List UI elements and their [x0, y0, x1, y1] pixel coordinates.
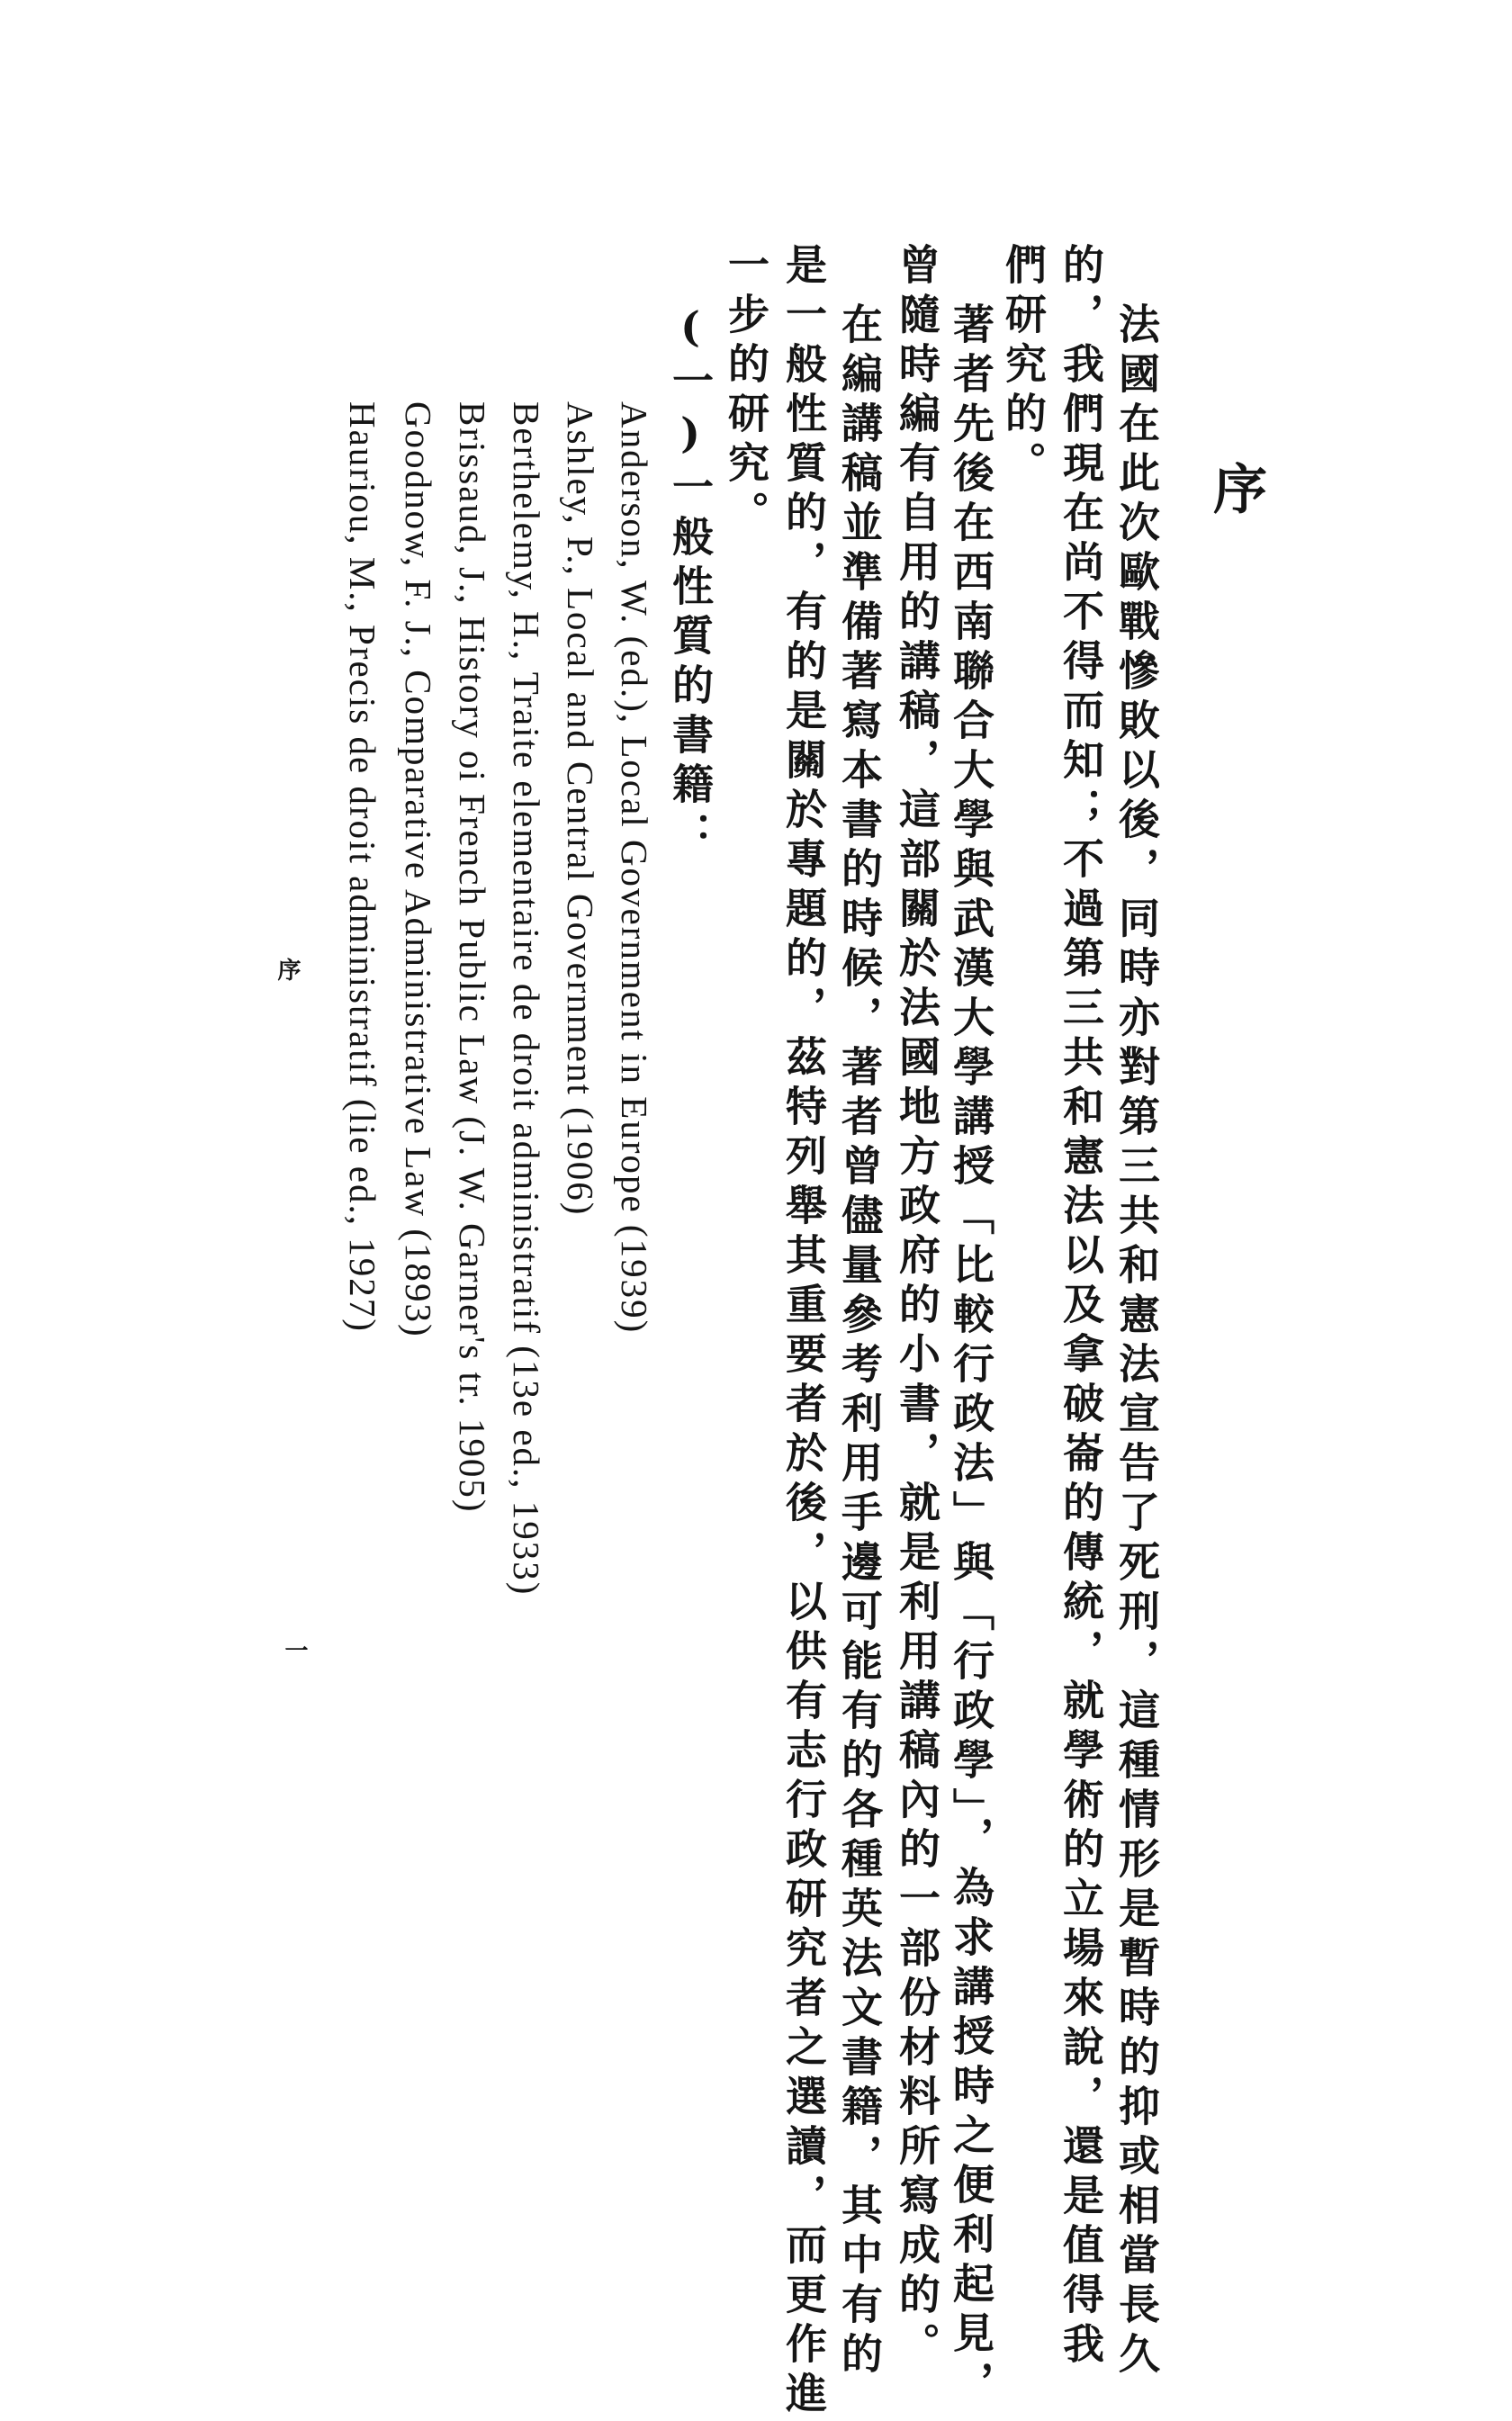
- paragraph-line-7: 是一般性質的，有的是關於專題的，茲特列舉其重要者於後，以供有志行政研究者之選讀，而更作進: [779, 243, 828, 2421]
- reference-goodnow: Goodnow, F. J., Comparative Administrative Law (1893): [398, 401, 439, 1338]
- paragraph-line-2: 的，我們現在尚不得而知；不過第三共和憲法以及拿破崙的傳統，就學術的立場來說，還是值得我: [1057, 243, 1105, 2372]
- paragraph-line-3: 們研究的。: [999, 243, 1048, 490]
- paragraph-line-6: 在編講稿並準備著寫本書的時候，著者曾儘量參考利用手邊可能有的各種英法文書籍，其中有的: [835, 302, 884, 2381]
- reference-anderson: Anderson, W. (ed.), Local Government in Europe (1939): [614, 401, 655, 1335]
- page-title: 序: [1204, 461, 1267, 515]
- page-number: 一: [281, 1638, 308, 1661]
- paragraph-line-5: 曾隨時編有自用的講稿，這部關於法國地方政府的小書，就是利用講稿內的一部份材料所寫成的。: [893, 243, 941, 2372]
- reference-brissaud: Brissaud, J., History oi French Public Law (J. W. Garner's tr. 1905): [452, 401, 493, 1514]
- reference-berthelemy: Berthelemy, H., Traite elementaire de droit administratif (13e ed., 1933): [506, 401, 547, 1597]
- footer-section-mark: 序: [274, 958, 301, 981]
- paragraph-line-8: 一步的研究。: [722, 243, 770, 540]
- reference-hauriou: Hauriou, M., Precis de droit administratif (lie ed., 1927): [342, 401, 383, 1333]
- section-heading: (一)一般性質的書籍：: [666, 302, 715, 861]
- paragraph-line-4: 著者先後在西南聯合大學與武漢大學講授「比較行政法」與「行政學」，為求講授時之便利起見，: [947, 302, 995, 2410]
- paragraph-line-1: 法國在此次歐戰慘敗以後，同時亦對第三共和憲法宣告了死刑，這種情形是暫時的抑或相當長久: [1112, 302, 1161, 2381]
- reference-ashley: Ashley, P., Local and Central Government (1906): [560, 401, 601, 1217]
